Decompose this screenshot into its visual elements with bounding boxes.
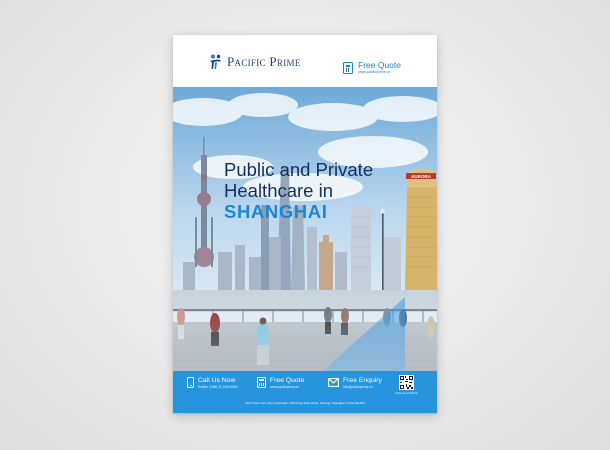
footer-call-sub: Hotline: (+86) 21 2426 6400 bbox=[198, 385, 238, 389]
header-quote-url: www.pacificprime.cn bbox=[358, 70, 391, 74]
calculator-icon bbox=[343, 62, 353, 74]
footer-call-us[interactable] bbox=[187, 377, 238, 389]
logo-text: Pacific Prime bbox=[227, 54, 301, 69]
brochure-footer bbox=[173, 371, 437, 413]
calculator-icon bbox=[257, 377, 266, 388]
header-quote-title: Free Quote bbox=[358, 60, 401, 70]
footer-enquiry-title: Free Enquiry bbox=[343, 377, 382, 384]
pacific-prime-logo bbox=[209, 54, 301, 70]
mail-icon bbox=[328, 378, 339, 387]
footer-quote-sub: www.pacificprime.cn bbox=[270, 385, 299, 389]
brochure-page bbox=[173, 35, 437, 413]
footer-address: 11/F Tower Two, Kerry Parkside, 1155 Fang Dian Road, Pudong, Shanghai, China 201204 bbox=[245, 401, 365, 405]
qr-code bbox=[399, 375, 414, 390]
pacific-prime-logo-icon bbox=[209, 54, 223, 70]
header-free-quote[interactable] bbox=[343, 61, 401, 75]
headline-line-1: Public and Private bbox=[224, 159, 374, 180]
phone-icon bbox=[187, 377, 194, 388]
footer-call-title: Call Us Now bbox=[198, 377, 236, 384]
headline-city: SHANGHAI bbox=[224, 201, 328, 222]
qr-label: Follow us on WeChat bbox=[395, 392, 418, 395]
brochure-header bbox=[173, 35, 437, 87]
shanghai-skyline-illustration bbox=[173, 87, 437, 371]
footer-free-enquiry[interactable] bbox=[328, 377, 382, 389]
aurora-sign: AURORA bbox=[411, 174, 431, 179]
footer-free-quote[interactable] bbox=[257, 377, 304, 389]
headline-line-2: Healthcare in bbox=[224, 180, 334, 201]
footer-enquiry-sub: info@pacificprime.cn bbox=[343, 385, 373, 389]
headline bbox=[224, 159, 424, 223]
hero-photo bbox=[173, 87, 437, 371]
footer-quote-title: Free Quote bbox=[270, 377, 305, 384]
